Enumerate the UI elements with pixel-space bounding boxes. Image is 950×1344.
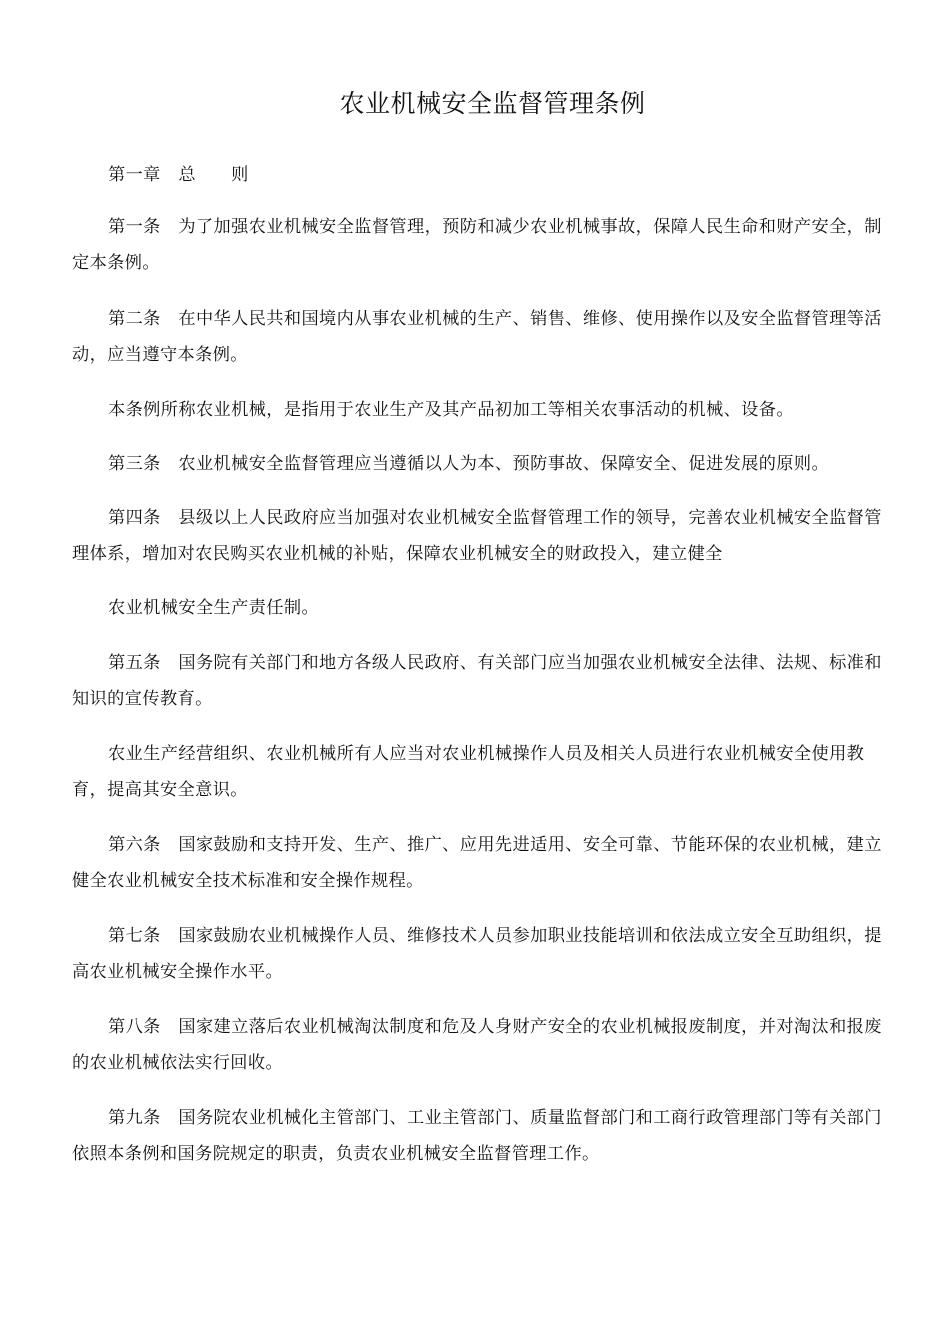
article-8: 第八条 国家建立落后农业机械淘汰制度和危及人身财产安全的农业机械报废制度，并对淘汰和报废的农业机械依法实行回收。 <box>72 1017 882 1073</box>
article-9: 第九条 国务院农业机械化主管部门、工业主管部门、质量监督部门和工商行政管理部门等有关部门依照本条例和国务院规定的职责，负责农业机械安全监督管理工作。 <box>72 1108 882 1164</box>
article-5-education: 农业生产经营组织、农业机械所有人应当对农业机械操作人员及相关人员进行农业机械安全使用教育，提高其安全意识。 <box>72 744 865 800</box>
article-1: 第一条 为了加强农业机械安全监督管理，预防和减少农业机械事故，保障人民生命和财产安全，制定本条例。 <box>72 217 882 273</box>
document-title: 农业机械安全监督管理条例 <box>339 89 646 118</box>
article-2-definition: 本条例所称农业机械，是指用于农业生产及其产品初加工等相关农事活动的机械、设备。 <box>108 400 794 420</box>
article-3: 第三条 农业机械安全监督管理应当遵循以人为本、预防事故、保障安全、促进发展的原则。 <box>108 454 830 474</box>
article-5: 第五条 国务院有关部门和地方各级人民政府、有关部门应当加强农业机械安全法律、法规、标准和知识的宣传教育。 <box>72 653 882 709</box>
article-4-continued: 农业机械安全生产责任制。 <box>108 598 320 618</box>
article-7: 第七条 国家鼓励农业机械操作人员、维修技术人员参加职业技能培训和依法成立安全互助组织，提高农业机械安全操作水平。 <box>72 926 882 982</box>
article-4: 第四条 县级以上人民政府应当加强对农业机械安全监督管理工作的领导，完善农业机械安全监督管理体系，增加对农民购买农业机械的补贴，保障农业机械安全的财政投入，建立健全 <box>72 508 882 564</box>
chapter-heading: 第一章 总 则 <box>108 165 249 185</box>
article-2: 第二条 在中华人民共和国境内从事农业机械的生产、销售、维修、使用操作以及安全监督管理等活动，应当遵守本条例。 <box>72 309 882 365</box>
article-6: 第六条 国家鼓励和支持开发、生产、推广、应用先进适用、安全可靠、节能环保的农业机械，建立健全农业机械安全技术标准和安全操作规程。 <box>72 835 882 891</box>
